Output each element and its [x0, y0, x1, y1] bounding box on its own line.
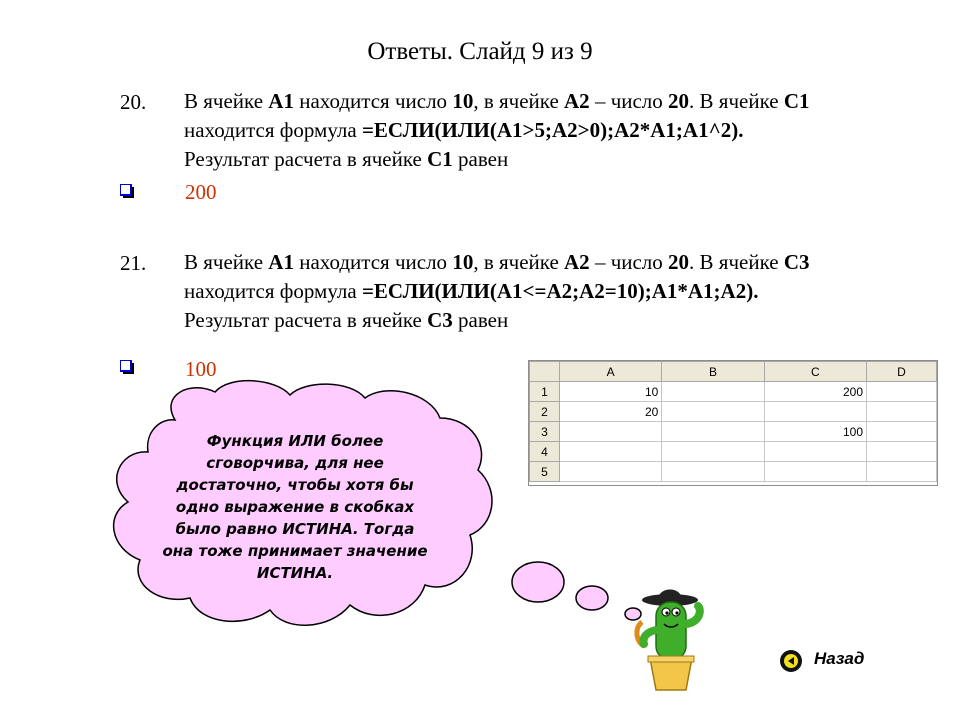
cloud-text: Функция ИЛИ более сговорчива, для нее достаточно, чтобы хотя бы одно выражение в скобках было равно ИСТИНА. Тогда она тоже принимает значение ИСТИНА.	[162, 432, 428, 582]
row-header: 1	[530, 382, 560, 402]
column-header: A	[560, 362, 662, 382]
cell: 100	[764, 422, 866, 442]
row-header: 3	[530, 422, 560, 442]
question-number: 20.	[120, 90, 147, 114]
formula: =ЕСЛИ(ИЛИ(А1<=А2;А2=10);А1*А1;А2).	[361, 279, 759, 303]
row-header: 5	[530, 462, 560, 482]
formula: =ЕСЛИ(ИЛИ(А1>5;А2>0);А2*А1;А1^2).	[361, 118, 744, 142]
question-text: В ячейке А1 находится число 10, в ячейке А2 – число 20. В ячейке С3 находится формула =ЕСЛИ(ИЛИ(А1<=А2;А2=10);А1*А1;А2). Результат расчета в ячейке С3 равен	[184, 250, 810, 332]
cell: 20	[560, 402, 662, 422]
back-arrow-icon	[778, 648, 804, 674]
slide-title: Ответы. Слайд 9 из 9	[367, 38, 593, 65]
answer-value: 100	[185, 357, 217, 381]
column-header: B	[662, 362, 764, 382]
cactus-character-icon	[628, 580, 718, 692]
answer-value: 200	[185, 180, 217, 204]
question-number: 21.	[120, 251, 147, 275]
cell: 10	[560, 382, 662, 402]
back-button[interactable]	[778, 648, 878, 672]
column-header: C	[764, 362, 866, 382]
column-header: D	[867, 362, 937, 382]
cell: 200	[764, 382, 866, 402]
back-label: Назад	[814, 649, 865, 668]
row-header: 4	[530, 442, 560, 462]
question-text: В ячейке А1 находится число 10, в ячейке А2 – число 20. В ячейке С1 находится формула =ЕСЛИ(ИЛИ(А1>5;А2>0);А2*А1;А1^2). Результат расчета в ячейке С1 равен	[184, 89, 810, 171]
row-header: 2	[530, 402, 560, 422]
